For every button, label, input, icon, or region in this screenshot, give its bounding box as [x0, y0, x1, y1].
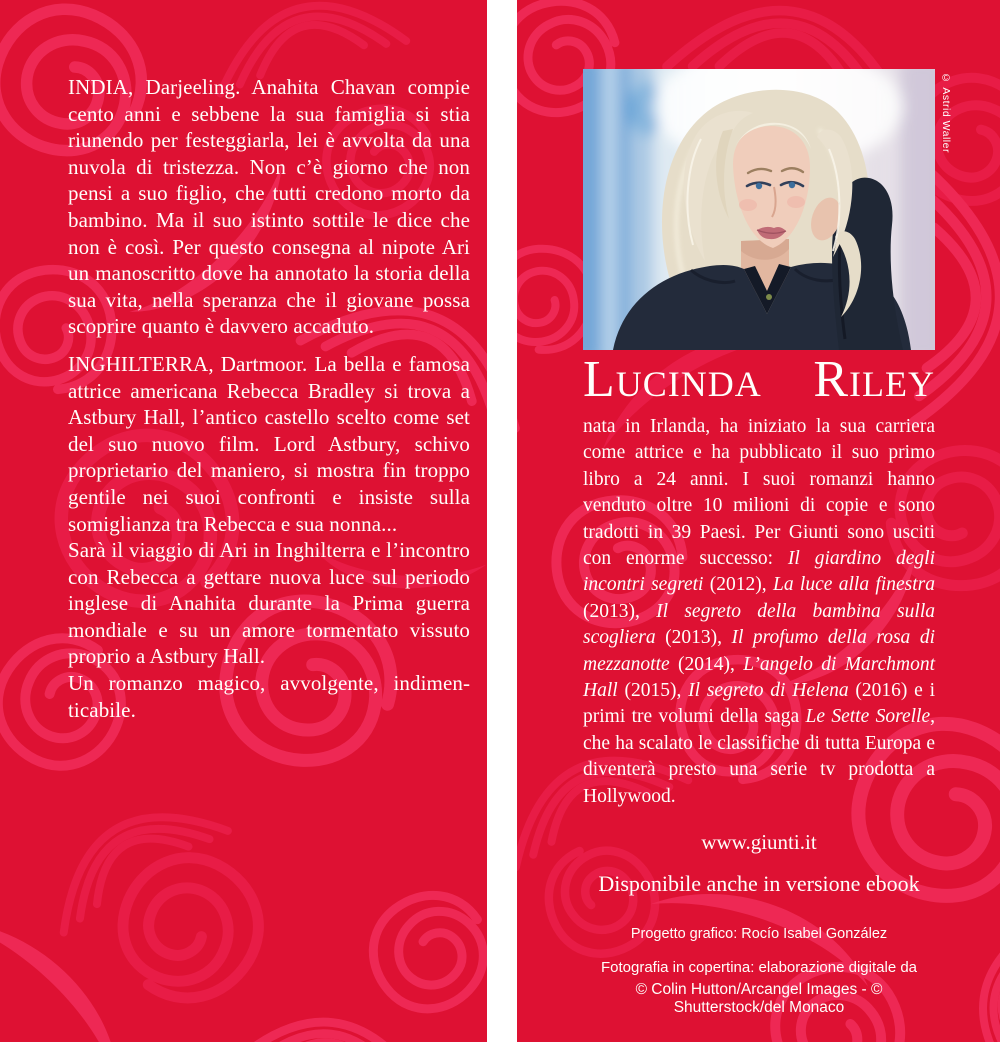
author-portrait-illustration [583, 69, 935, 350]
flap-fold-divider [487, 0, 517, 1042]
synopsis-paragraph-3: Sarà il viaggio di Ari in Inghilterra e l’incontro con Rebecca a gettare nuova luce sul periodo inglese di Anahita durante la Prima guerra mondiale e su un amore tormentato vissuto proprio a Astbury Hall. [68, 538, 470, 669]
author-photo [583, 69, 935, 350]
left-flap [68, 0, 470, 1042]
design-credit: Progetto grafico: Rocío Isabel González [630, 926, 888, 942]
right-flap [583, 0, 952, 1042]
author-name-heading: Lucinda Riley [583, 351, 935, 408]
author-bio: nata in Irlanda, ha iniziato la sua carriera come attrice e ha pubblicato il suo primo libro a 24 anni. I suoi romanzi hanno venduto oltre 10 milioni di copie e sono tradotti in 39 Paesi. Per Giunti sono usciti con enorme successo: Il giardino degli incontri segreti (2012), La luce alla finestra (2013), Il segreto della bambina sulla scogliera (2013), Il profumo della rosa di mezzanotte (2014), L’angelo di Marchmont Hall (2015), Il segreto di Helena (2016) e i primi tre volumi della saga Le Sette Sorelle, che ha scalato le classifiche di tutta Europa e diventerà presto una serie tv prodotta a Hollywood. [583, 416, 936, 807]
photo-credit-vertical: © Astrid Waller [940, 72, 952, 153]
cover-photo-credit-line1: Fotografia in copertina: elaborazione digitale da [600, 959, 918, 976]
book-synopsis [68, 74, 470, 723]
synopsis-paragraph-4: Un romanzo magico, avvolgente, indimenticabile. [68, 671, 470, 722]
synopsis-paragraph-2: INGHILTERRA, Dartmoor. La bella e famosa attrice americana Rebecca Bradley si trova a Astbury Hall, l’antico castello scelto come set del suo nuovo film. Lord Astbury, schivo proprietario del maniero, si mostra fin troppo gentile nei suoi confronti e insiste sulla somiglianza tra Rebecca e sua nonna... [68, 351, 470, 536]
synopsis-paragraph-1: INDIA, Darjeeling. Anahita Chavan compie cento anni e sebbene la sua famiglia si stia riunendo per festeggiarla, lei è avvolta da una nuvola di tristezza. Non c’è giorno che non pensi a suo figlio, che tutti credono morto da bambino. Ma il suo istinto sottile le dice che non è così. Per questo consegna al nipote Ari un manoscritto dove ha annotato la storia della sua vita, nella speranza che il giovane possa scoprire quanto è davvero accaduto. [68, 75, 470, 339]
ebook-availability-text: Disponibile anche in versione ebook [598, 871, 920, 896]
cover-photo-credit-line2: © Colin Hutton/Arcangel Images - © Shutterstock/del Monaco [635, 981, 883, 1016]
website-text: www.giunti.it [701, 830, 817, 854]
